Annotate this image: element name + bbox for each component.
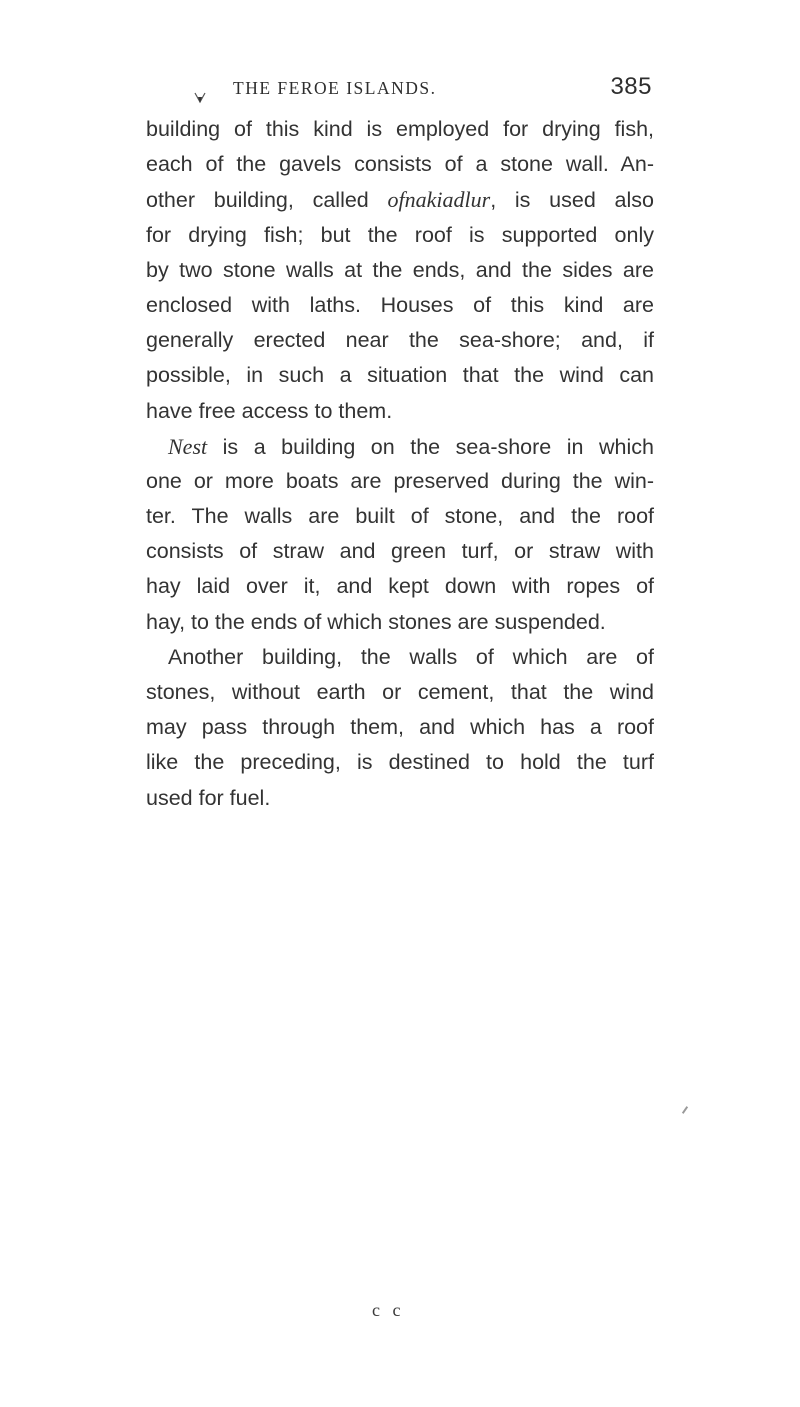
text-run: is a building on the sea-shore in which	[207, 434, 654, 459]
text-line	[146, 464, 654, 499]
text-run: by two stone walls at the ends, and the sides are	[146, 257, 654, 282]
text-line	[146, 253, 654, 288]
page-number: 385	[610, 73, 652, 100]
paragraph	[146, 640, 654, 816]
text-line	[146, 569, 654, 604]
text-line	[146, 182, 654, 217]
printer-mark-icon	[194, 92, 206, 104]
text-line	[146, 534, 654, 569]
body-text	[146, 112, 654, 816]
text-run: generally erected near the sea-shore; and, if	[146, 328, 654, 353]
text-run: ter. The walls are built of stone, and the roof	[146, 504, 654, 529]
running-head	[0, 73, 800, 108]
text-line	[146, 605, 654, 640]
text-line	[146, 781, 654, 816]
italic-term: ofnakiadlur	[387, 187, 491, 213]
text-line	[146, 218, 654, 253]
text-run: possible, in such a situation that the wind can	[146, 363, 654, 388]
text-run: have free access to them.	[146, 398, 393, 423]
text-run: like the preceding, is destined to hold the turf	[146, 750, 654, 775]
text-line	[146, 288, 654, 323]
text-run: stones, without earth or cement, that the wind	[146, 680, 654, 704]
text-run: hay laid over it, and kept down with ropes of	[146, 574, 654, 599]
text-run: used for fuel.	[146, 785, 271, 810]
text-run: building of this kind is employed for drying fish,	[146, 117, 654, 141]
paragraph	[146, 429, 654, 640]
text-line	[146, 499, 654, 534]
text-run: hay, to the ends of which stones are suspended.	[146, 609, 606, 634]
text-line	[146, 147, 654, 182]
text-line	[146, 745, 654, 780]
text-run: may pass through them, and which has a roof	[146, 715, 654, 740]
signature-mark: c c	[372, 1300, 405, 1320]
text-line	[146, 112, 654, 147]
text-run: Another building, the walls of which are of	[168, 644, 654, 669]
text-run: each of the gavels consists of a stone wall. An-	[146, 152, 654, 177]
running-head-title: THE FEROE ISLANDS.	[233, 78, 437, 98]
paper-speck	[682, 1106, 688, 1114]
italic-term: Nest	[168, 433, 208, 459]
text-line	[146, 710, 654, 745]
text-run: consists of straw and green turf, or straw with	[146, 539, 654, 564]
text-line	[146, 429, 654, 464]
text-line	[146, 675, 654, 710]
paragraph	[146, 112, 654, 429]
text-line	[146, 323, 654, 358]
text-run: , is used also	[490, 188, 654, 213]
text-run: for drying fish; but the roof is supported only	[146, 222, 654, 247]
text-run: one or more boats are preserved during the win-	[146, 468, 654, 493]
text-run: other building, called	[146, 188, 388, 213]
text-line	[146, 640, 654, 675]
text-line	[146, 394, 654, 429]
text-run: enclosed with laths. Houses of this kind are	[146, 292, 654, 317]
text-line	[146, 358, 654, 393]
